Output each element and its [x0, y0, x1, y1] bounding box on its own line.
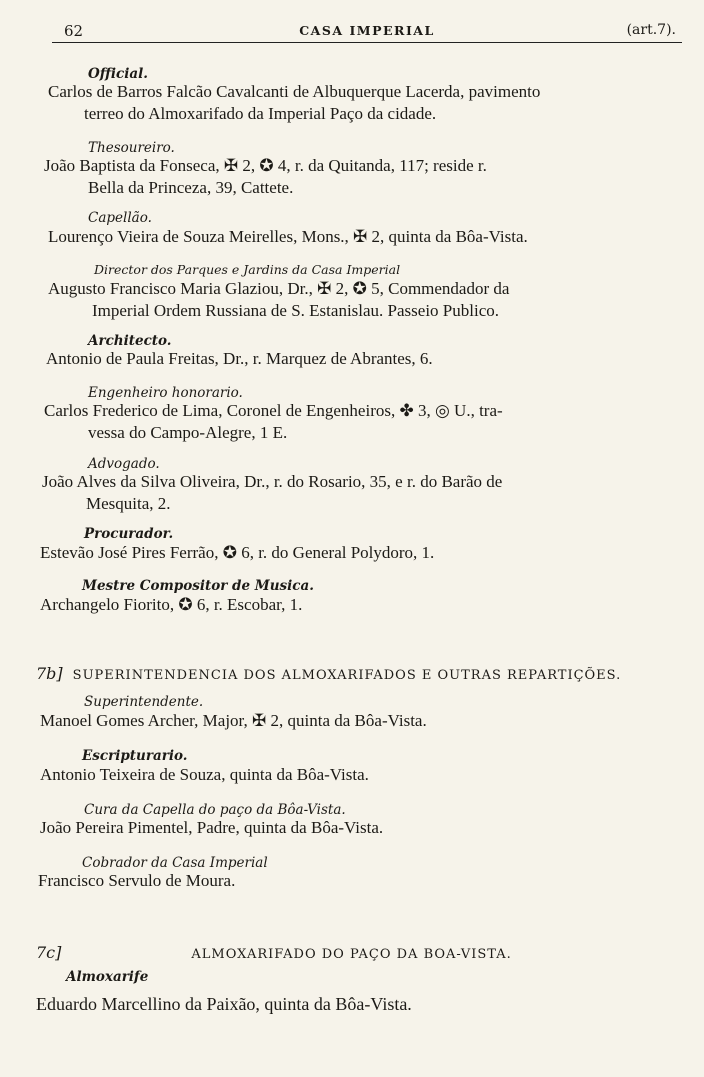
entry-escripturario [40, 764, 369, 786]
entry-official [48, 81, 540, 125]
entry-line: Eduardo Marcellino da Paixão, quinta da Bôa-Vista. [36, 994, 412, 1014]
entry-capellao [48, 226, 528, 248]
role-advogado: Advogado. [88, 456, 160, 472]
section-heading-7c [36, 943, 512, 962]
role-procurador: Procurador. [84, 526, 174, 542]
role-director-parques: Director dos Parques e Jardins da Casa Imperial [94, 262, 401, 277]
entry-line: Antonio Teixeira de Souza, quinta da Bôa-Vista. [40, 765, 369, 784]
role-cura: Cura da Capella do paço da Bôa-Vista. [84, 802, 346, 818]
page-header [52, 20, 682, 43]
role-official: Official. [88, 66, 148, 82]
role-architecto: Architecto. [88, 333, 172, 349]
entry-line: Augusto Francisco Maria Glaziou, Dr., ✠ 2, ✪ 5, Commendador da [48, 279, 510, 298]
entry-director-parques [48, 278, 509, 322]
entry-line: Bella da Princeza, 39, Cattete. [88, 178, 294, 197]
section-number: 7c] [36, 943, 62, 962]
entry-line: Archangelo Fiorito, ✪ 6, r. Escobar, 1. [40, 595, 303, 614]
entry-line: Estevão José Pires Ferrão, ✪ 6, r. do General Polydoro, 1. [40, 543, 435, 562]
entry-line: Imperial Ordem Russiana de S. Estanislau. Passeio Publico. [92, 301, 499, 320]
entry-mestre-compositor [40, 594, 302, 616]
role-thesoureiro: Thesoureiro. [88, 140, 175, 156]
entry-line: Mesquita, 2. [86, 494, 171, 513]
entry-line: Francisco Servulo de Moura. [38, 871, 236, 890]
entry-line: Manoel Gomes Archer, Major, ✠ 2, quinta da Bôa-Vista. [40, 711, 427, 730]
entry-thesoureiro [44, 155, 487, 199]
running-title: CASA IMPERIAL [299, 23, 435, 38]
section-number: 7b] [36, 664, 63, 683]
section-title: SUPERINTENDENCIA DOS ALMOXARIFADOS E OUTRAS REPARTIÇÕES. [72, 668, 622, 683]
role-cobrador: Cobrador da Casa Imperial [82, 855, 268, 871]
entry-line: João Baptista da Fonseca, ✠ 2, ✪ 4, r. da Quitanda, 117; reside r. [44, 156, 487, 175]
role-superintendente: Superintendente. [84, 694, 204, 710]
entry-line: Antonio de Paula Freitas, Dr., r. Marquez de Abrantes, 6. [46, 349, 433, 368]
entry-line: vessa do Campo-Alegre, 1 E. [88, 423, 288, 442]
entry-line: João Pereira Pimentel, Padre, quinta da Bôa-Vista. [40, 818, 384, 837]
entry-line: terreo do Almoxarifado da Imperial Paço da cidade. [84, 104, 437, 123]
role-escripturario: Escripturario. [82, 748, 188, 764]
article-reference: (art.7). [626, 22, 676, 38]
section-heading-7b [36, 664, 621, 683]
entry-line: Carlos Frederico de Lima, Coronel de Engenheiros, ✤ 3, ◎ U., tra- [44, 401, 503, 420]
role-capellao: Capellão. [88, 210, 152, 226]
entry-procurador [40, 542, 434, 564]
entry-line: João Alves da Silva Oliveira, Dr., r. do Rosario, 35, e r. do Barão de [42, 472, 503, 491]
entry-architecto [46, 348, 433, 370]
entry-cobrador [38, 870, 235, 892]
entry-line: Lourenço Vieira de Souza Meirelles, Mons., ✠ 2, quinta da Bôa-Vista. [48, 227, 528, 246]
role-engenheiro: Engenheiro honorario. [88, 385, 243, 401]
page-number: 62 [64, 22, 84, 40]
entry-almoxarife [36, 993, 412, 1015]
entry-line: Carlos de Barros Falcão Cavalcanti de Albuquerque Lacerda, pavimento [48, 82, 541, 101]
role-almoxarife: Almoxarife [66, 969, 149, 985]
section-title: ALMOXARIFADO DO PAÇO DA BOA-VISTA. [191, 947, 512, 962]
entry-advogado [42, 471, 502, 515]
role-mestre-compositor: Mestre Compositor de Musica. [82, 578, 314, 594]
entry-engenheiro [44, 400, 503, 444]
entry-cura [40, 817, 383, 839]
entry-superintendente [40, 710, 427, 732]
